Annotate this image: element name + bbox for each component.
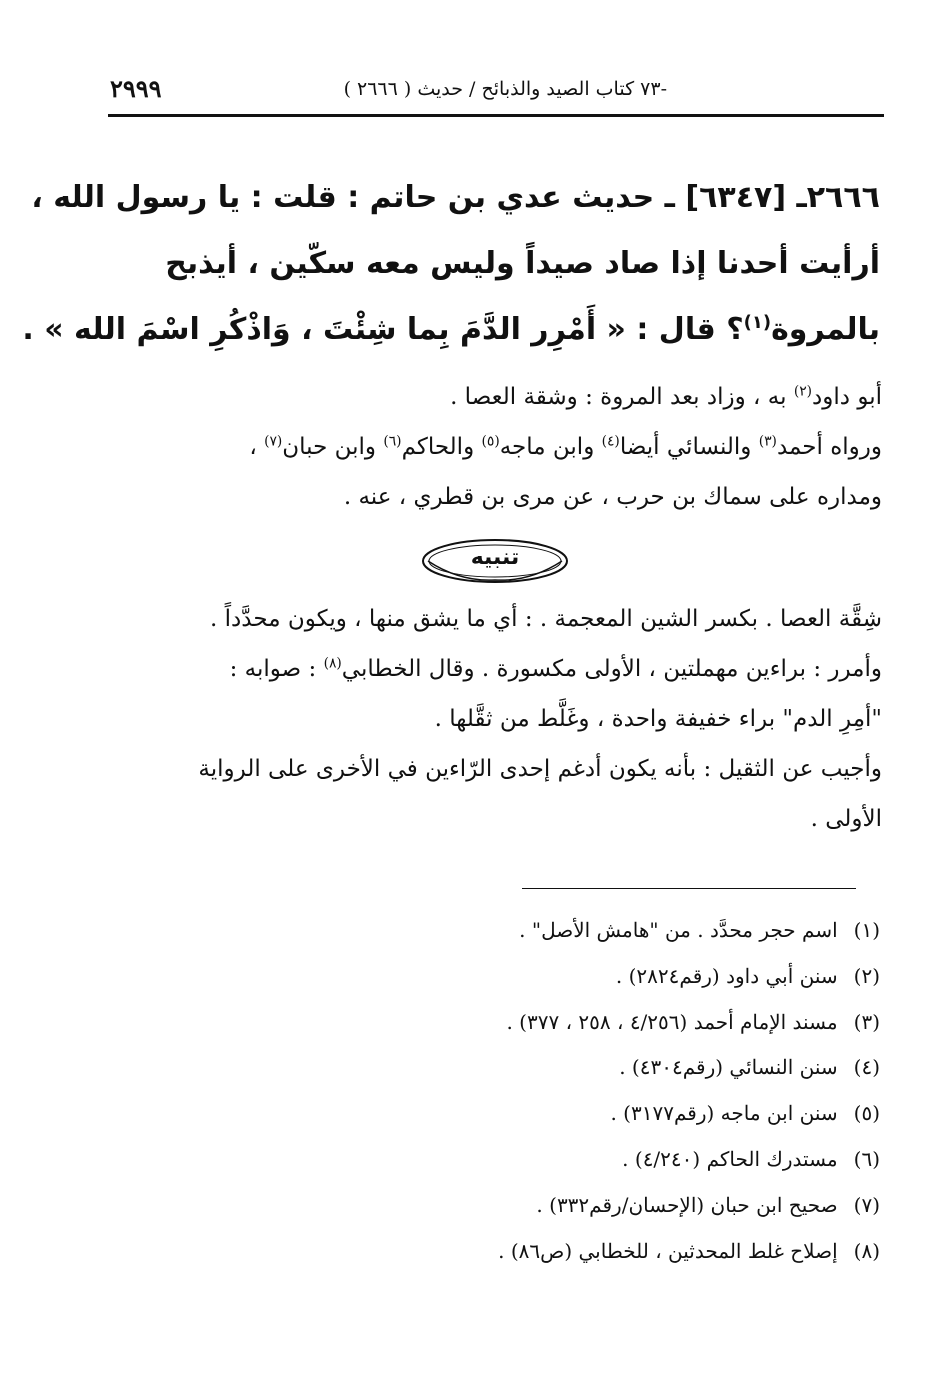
header-rule: [108, 114, 884, 117]
footnote-marker-7: (٧): [264, 433, 283, 450]
takhrij-line-3: ومداره على سماك بن حرب ، عن مرى بن قطري ، عنه .: [343, 484, 882, 510]
tanbih-heading: تنبيه: [470, 545, 520, 570]
footnote-text: صحيح ابن حبان (الإحسان/رقم٣٣٢) .: [536, 1192, 838, 1217]
footnote-number: (٧): [853, 1192, 880, 1217]
page-number: ٢٩٩٩: [110, 74, 162, 103]
notes-line-2: [110, 644, 882, 694]
takhrij-line-2: [110, 422, 882, 472]
takhrij-ibn-hibban: وابن حبان: [282, 434, 384, 460]
notes-line-1: شِقَّة العصا . بكسر الشين المعجمة . : أي ما يشق منها ، ويكون محدَّداً .: [210, 606, 882, 632]
takhrij-ibn-majah: وابن ماجه: [499, 434, 602, 460]
takhrij-line-1: [110, 372, 882, 422]
footnote-number: (٤): [853, 1055, 880, 1080]
footnote-text: إصلاح غلط المحدثين ، للخطابي (ص٨٦) .: [498, 1238, 838, 1263]
notes-line-4: وأجيب عن الثقيل : بأنه يكون أدغم إحدى الرّاءين في الأخرى على الرواية: [198, 756, 882, 782]
footnote-number: (٦): [853, 1146, 880, 1171]
hadith-line-3-rest: ؟ قال : « أَمْرِر الدَّمَ بِما شِئْتَ ، وَاذْكُرِ اسْمَ الله » .: [22, 312, 744, 347]
notes-line-2-end: : صوابه :: [229, 656, 324, 682]
footnote-marker-8: (٨): [323, 655, 342, 672]
hadith-text: [22, 165, 880, 363]
footnote-text: اسم حجر محدَّد . من "هامش الأصل" .: [519, 918, 838, 942]
notes-section: [110, 594, 882, 844]
footnote-marker-3: (٣): [758, 433, 777, 450]
footnote-item: [300, 1091, 880, 1137]
hadith-line-3: [22, 297, 880, 363]
footnote-item: [300, 1000, 880, 1046]
footnote-item: [300, 908, 880, 954]
hadith-line-3-start: بالمروة: [771, 312, 880, 347]
takhrij-abu-dawud: أبو داود: [812, 384, 882, 410]
takhrij-ahmad: ورواه أحمد: [776, 434, 882, 460]
footnote-text: سنن النسائي (رقم٤٣٠٤) .: [619, 1055, 838, 1080]
footnote-marker-5: (٥): [481, 433, 500, 450]
tanbih-ornament: [420, 536, 570, 586]
notes-line-2-start: وأمرر : براءين مهملتين ، الأولى مكسورة . وقال الخطابي: [341, 656, 882, 682]
footnote-number: (٥): [853, 1101, 880, 1126]
footnotes-list: [300, 908, 880, 1274]
takhrij-section: [110, 372, 882, 522]
takhrij-hakim: والحاكم: [401, 434, 482, 460]
notes-line-3: "أمِرِ الدم" براء خفيفة واحدة ، وغَلَّط من ثقَّلها .: [434, 706, 882, 732]
takhrij-line-1-rest: به ، وزاد بعد المروة : وشقة العصا .: [450, 384, 794, 410]
footnote-item: [300, 1045, 880, 1091]
footnote-number: (٢): [853, 963, 880, 988]
takhrij-line-2-end: ،: [249, 434, 265, 460]
footnote-marker-4: (٤): [601, 433, 620, 450]
footnote-item: [300, 1183, 880, 1229]
footnote-number: (٣): [853, 1009, 880, 1034]
footnote-marker-1: (١): [743, 312, 772, 333]
footnote-item: [300, 1137, 880, 1183]
notes-line-5: الأولى .: [810, 806, 882, 832]
hadith-line-1: ٢٦٦٦ـ [٦٣٤٧] ـ حديث عدي بن حاتم : قلت : يا رسول الله ،: [31, 180, 880, 215]
footnote-text: سنن أبي داود (رقم٢٨٢٤) .: [615, 963, 838, 988]
takhrij-nasai: والنسائي أيضا: [619, 434, 759, 460]
footnote-number: (٨): [853, 1238, 880, 1263]
footnote-text: سنن ابن ماجه (رقم٣١٧٧) .: [610, 1101, 838, 1126]
footnote-text: مسند الإمام أحمد (٤/٢٥٦ ، ٢٥٨ ، ٣٧٧) .: [506, 1009, 838, 1034]
footnote-text: مستدرك الحاكم (٤/٢٤٠) .: [622, 1146, 838, 1171]
footnote-number: (١): [853, 918, 880, 942]
footnote-marker-2: (٢): [793, 383, 813, 400]
footnote-item: [300, 954, 880, 1000]
footnote-rule: [522, 888, 856, 889]
header-title: -٧٣ كتاب الصيد والذبائح / حديث ( ٢٦٦٦ ): [343, 78, 667, 100]
footnote-item: [300, 1229, 880, 1275]
footnote-marker-6: (٦): [383, 433, 402, 450]
hadith-line-2: أرأيت أحدنا إذا صاد صيداً وليس معه سكّين ، أيذبح: [165, 246, 880, 281]
running-header: [108, 70, 882, 114]
